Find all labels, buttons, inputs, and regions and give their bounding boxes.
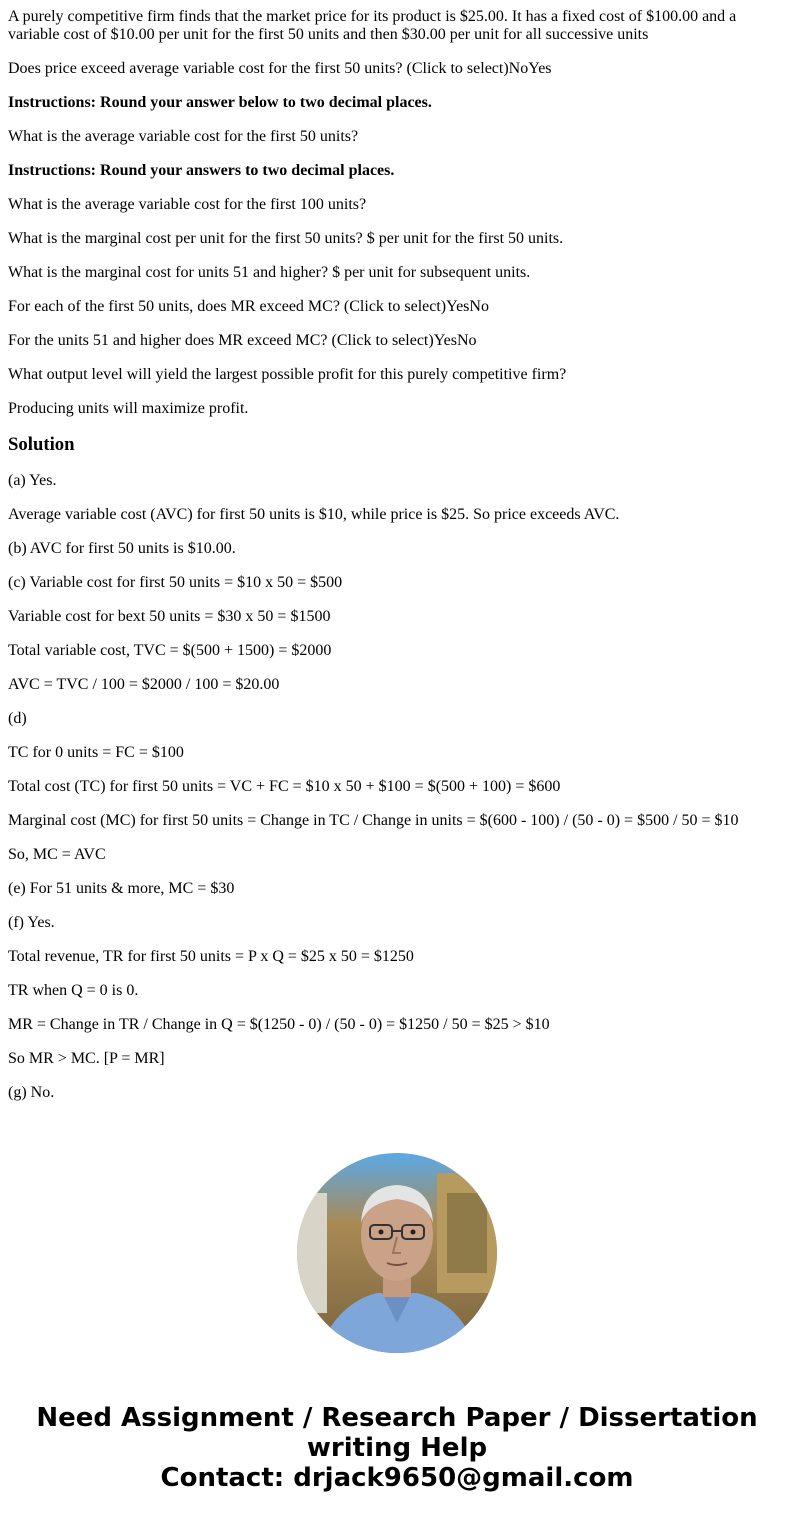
solution-line: Total variable cost, TVC = $(500 + 1500) = $2000 (8, 642, 332, 659)
document-content (8, 8, 768, 1123)
solution-line: TC for 0 units = FC = $100 (8, 744, 184, 761)
banner-line-1: Need Assignment / Research Paper / Dissertation (36, 1403, 758, 1433)
banner-contact: Contact: drjack9650@gmail.com (160, 1463, 634, 1493)
solution-line: (a) Yes. (8, 472, 57, 489)
solution-line: (c) Variable cost for first 50 units = $10 x 50 = $500 (8, 574, 343, 591)
question-d: What is the marginal cost per unit for the first 50 units? $ per unit for the first 50 units. (8, 230, 564, 247)
question-f: For each of the first 50 units, does MR exceed MC? (Click to select)YesNo (8, 298, 489, 315)
solution-line: (e) For 51 units & more, MC = $30 (8, 880, 235, 897)
solution-line: TR when Q = 0 is 0. (8, 982, 139, 999)
question-e: What is the marginal cost for units 51 and higher? $ per unit for subsequent units. (8, 264, 531, 281)
question-h: What output level will yield the largest possible profit for this purely competitive firm? (8, 366, 567, 383)
solution-line: Average variable cost (AVC) for first 50 units is $10, while price is $25. So price exceeds AVC. (8, 506, 620, 523)
instructions-2: Instructions: Round your answers to two decimal places. (8, 162, 395, 179)
solution-line: (f) Yes. (8, 914, 55, 931)
solution-line: MR = Change in TR / Change in Q = $(1250 - 0) / (50 - 0) = $1250 / 50 = $25 > $10 (8, 1016, 550, 1033)
author-avatar (297, 1153, 497, 1353)
solution-line: So MR > MC. [P = MR] (8, 1050, 165, 1067)
solution-line: Total revenue, TR for first 50 units = P x Q = $25 x 50 = $1250 (8, 948, 414, 965)
solution-line: (b) AVC for first 50 units is $10.00. (8, 540, 236, 557)
banner-line-2: writing Help (306, 1433, 488, 1463)
solution-lines (8, 472, 768, 1102)
solution-line: Marginal cost (MC) for first 50 units = Change in TC / Change in units = $(600 - 100) / (50 - 0) = $500 / 50 = $10 (8, 812, 739, 829)
question-h-answer-line: Producing units will maximize profit. (8, 400, 249, 417)
solution-line: Variable cost for bext 50 units = $30 x 50 = $1500 (8, 608, 331, 625)
question-g: For the units 51 and higher does MR exceed MC? (Click to select)YesNo (8, 332, 477, 349)
question-intro: A purely competitive firm finds that the market price for its product is $25.00. It has a fixed cost of $100.00 and a variable cost of $10.00 per unit for the first 50 units and then $30.00 per unit for all successive units (8, 8, 737, 43)
solution-line: So, MC = AVC (8, 846, 106, 863)
contact-banner (0, 1403, 794, 1493)
solution-line: (d) (8, 710, 27, 727)
portrait-image (297, 1153, 497, 1353)
solution-line: Total cost (TC) for first 50 units = VC + FC = $10 x 50 + $100 = $(500 + 100) = $600 (8, 778, 561, 795)
question-c: What is the average variable cost for the first 100 units? (8, 196, 367, 213)
question-b: What is the average variable cost for the first 50 units? (8, 128, 359, 145)
solution-heading: Solution (8, 434, 75, 455)
solution-line: (g) No. (8, 1084, 55, 1101)
question-a: Does price exceed average variable cost for the first 50 units? (Click to select)NoYes (8, 60, 552, 77)
solution-line: AVC = TVC / 100 = $2000 / 100 = $20.00 (8, 676, 280, 693)
instructions-1: Instructions: Round your answer below to two decimal places. (8, 94, 432, 111)
